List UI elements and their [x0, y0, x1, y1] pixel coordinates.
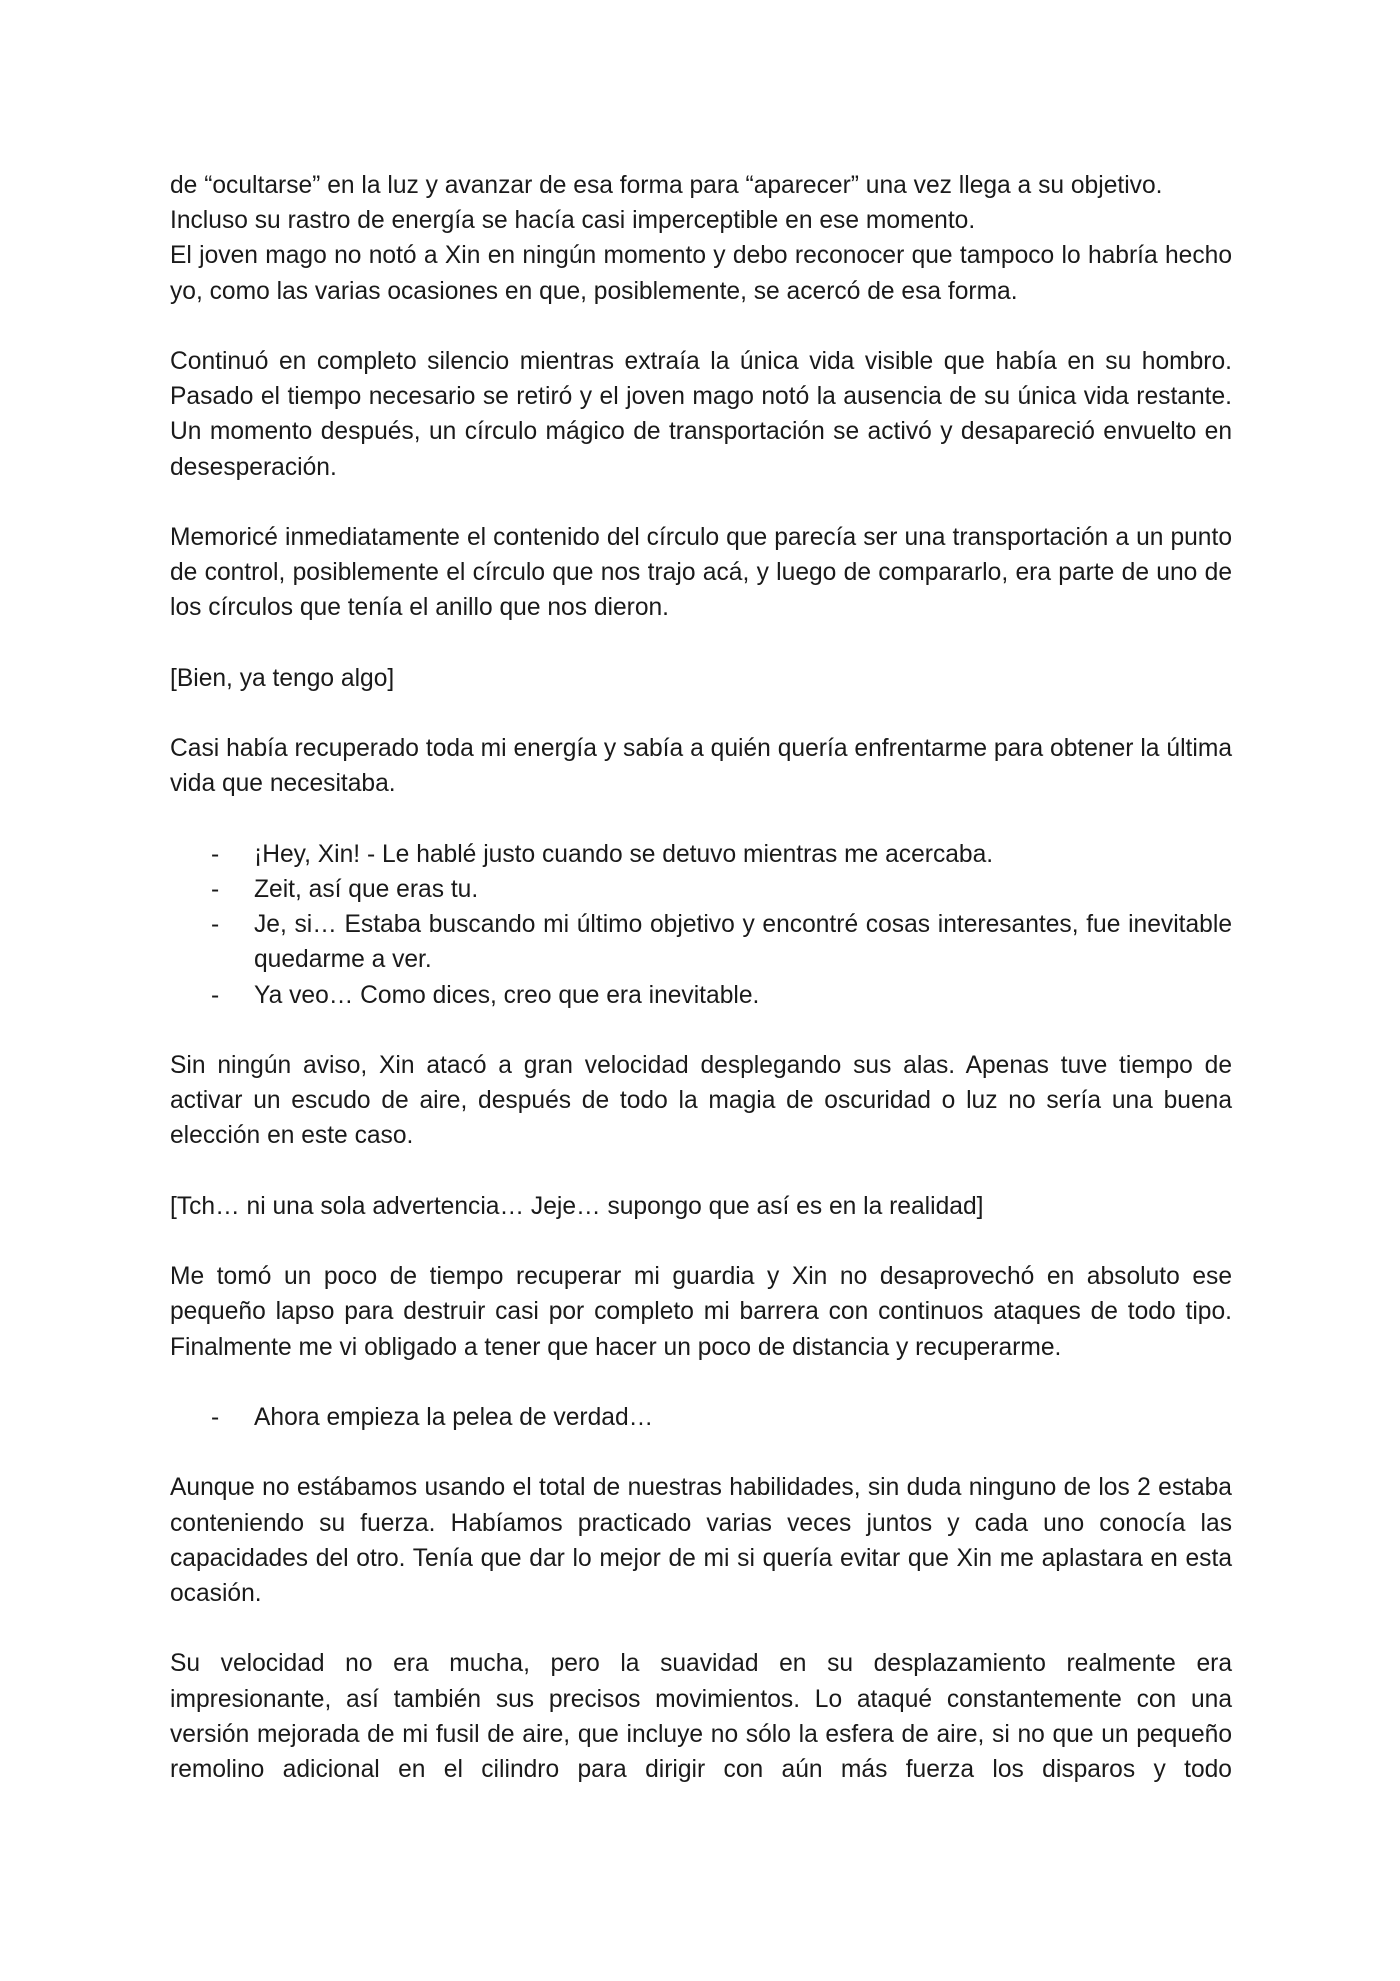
paragraph-gap	[170, 1611, 1232, 1646]
dialogue-text: Ya veo… Como dices, creo que era inevitable.	[254, 981, 760, 1009]
paragraph-gap	[170, 1013, 1232, 1048]
paragraph-gap	[170, 696, 1232, 731]
paragraph-5: Casi había recuperado toda mi energía y sabía a quién quería enfrentarme para obtener la última vida que necesitaba.	[170, 735, 1232, 798]
paragraph-1-line-2: Incluso su rastro de energía se hacía casi imperceptible en ese momento.	[170, 207, 976, 235]
paragraph-3: Memoricé inmediatamente el contenido del círculo que parecía ser una transportación a un punto de control, posiblemente el círculo que nos trajo acá, y luego de compararlo, era parte de uno de los círculos que tenía el anillo que nos dieron.	[170, 524, 1232, 622]
dialogue-dash: -	[211, 911, 220, 939]
dialogue-line-5	[170, 1400, 1232, 1435]
dialogue-line-1	[170, 837, 1232, 872]
paragraph-gap	[170, 1365, 1232, 1400]
dialogue-line-2	[170, 872, 1232, 907]
paragraph-gap	[170, 1435, 1232, 1470]
dialogue-line-4	[170, 978, 1232, 1013]
paragraph-gap	[170, 626, 1232, 661]
paragraph-2: Continuó en completo silencio mientras extraía la única vida visible que había en su hombro. Pasado el tiempo necesario se retiró y el joven mago notó la ausencia de su única vida restante. Un momento después, un círculo mágico de transportación se activó y desapareció envuelto en desesperación.	[170, 348, 1232, 481]
paragraph-gap	[170, 1154, 1232, 1189]
paragraph-gap	[170, 485, 1232, 520]
dialogue-dash: -	[211, 981, 220, 1009]
paragraph-1b: El joven mago no notó a Xin en ningún momento y debo reconocer que tampoco lo habría hecho yo, como las varias ocasiones en que, posiblemente, se acercó de esa forma.	[170, 242, 1232, 305]
paragraph-6: Sin ningún aviso, Xin atacó a gran velocidad desplegando sus alas. Apenas tuve tiempo de activar un escudo de aire, después de todo la magia de oscuridad o luz no sería una buena elección en este caso.	[170, 1051, 1232, 1150]
paragraph-8: Me tomó un poco de tiempo recuperar mi guardia y Xin no desaprovechó en absoluto ese pequeño lapso para destruir casi por completo mi barrera con continuos ataques de todo tipo. Finalmente me vi obligado a tener que hacer un poco de distancia y recuperarme.	[170, 1263, 1232, 1361]
paragraph-gap	[170, 309, 1232, 344]
dialogue-text: ¡Hey, Xin! - Le hablé justo cuando se detuvo mientras me acercaba.	[254, 840, 994, 868]
paragraph-7: [Tch… ni una sola advertencia… Jeje… supongo que así es en la realidad]	[170, 1192, 984, 1220]
paragraph-9: Aunque no estábamos usando el total de nuestras habilidades, sin duda ninguno de los 2 estaba conteniendo su fuerza. Habíamos practicado varias veces juntos y cada uno conocía las capacidades del otro. Tenía que dar lo mejor de mi si quería evitar que Xin me aplastara en esta ocasión.	[170, 1474, 1232, 1607]
dialogue-line-3	[170, 907, 1232, 977]
paragraph-4: [Bien, ya tengo algo]	[170, 664, 395, 692]
paragraph-gap	[170, 1224, 1232, 1259]
paragraph-10: Su velocidad no era mucha, pero la suavidad en su desplazamiento realmente era impresionante, así también sus precisos movimientos. Lo ataqué constantemente con una versión mejorada de mi fusil de aire, que incluye no sólo la esfera de aire, si no que un pequeño remolino adicional en el cilindro para dirigir con aún más fuerza los disparos y todo	[170, 1650, 1232, 1783]
dialogue-text: Zeit, así que eras tu.	[254, 875, 479, 903]
dialogue-dash: -	[211, 875, 220, 903]
dialogue-dash: -	[211, 1403, 220, 1431]
paragraph-1-line-1: de “ocultarse” en la luz y avanzar de esa forma para “aparecer” una vez llega a su objetivo.	[170, 172, 1163, 199]
dialogue-text: Ahora empieza la pelea de verdad…	[254, 1403, 654, 1431]
dialogue-dash: -	[211, 840, 220, 868]
paragraph-gap	[170, 802, 1232, 837]
document-body	[170, 168, 1232, 1787]
dialogue-text: Je, si… Estaba buscando mi último objetivo y encontré cosas interesantes, fue inevitable quedarme a ver.	[254, 911, 1232, 974]
